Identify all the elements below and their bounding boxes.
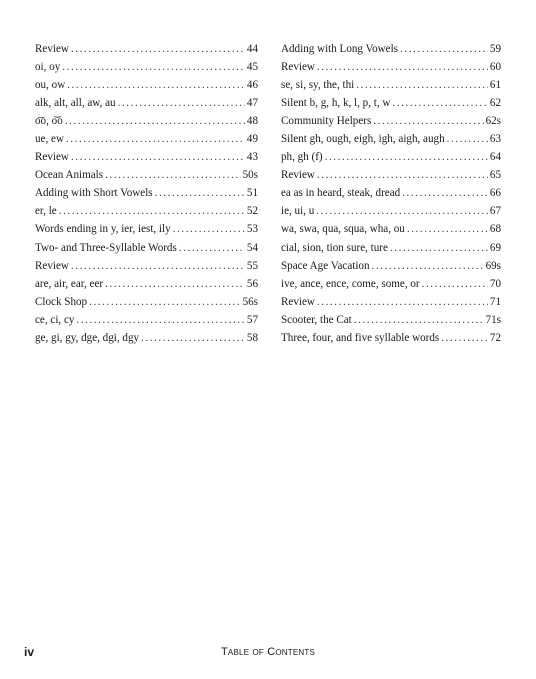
- dot-leader: [62, 58, 245, 76]
- toc-entry-title: Three, four, and five syllable words: [281, 331, 440, 344]
- toc-entry-page: 66: [489, 187, 501, 200]
- toc-entry-title: Silent gh, ough, eigh, igh, aigh, augh: [281, 133, 445, 146]
- toc-entry-page: 62: [489, 97, 501, 110]
- dot-leader: [141, 329, 245, 347]
- toc-entry-title: er, le: [35, 205, 57, 218]
- dot-leader: [71, 257, 245, 275]
- toc-entry: [281, 166, 501, 184]
- toc-entry: [281, 311, 501, 329]
- toc-entry-title: Adding with Long Vowels: [281, 43, 399, 55]
- toc-entry: [35, 58, 258, 76]
- toc-entry-page: 68: [489, 223, 501, 236]
- toc-entry: [35, 94, 258, 112]
- toc-entry-page: 62s: [485, 115, 501, 128]
- toc-entry: [35, 275, 258, 293]
- dot-leader: [317, 58, 488, 76]
- dot-leader: [317, 166, 488, 184]
- toc-entry: [35, 239, 258, 257]
- dot-leader: [373, 112, 483, 130]
- toc-entry-title: ph, gh (f): [281, 151, 323, 164]
- dot-leader: [317, 293, 488, 311]
- toc-entry-title: oi, oy: [35, 61, 61, 74]
- toc-entry-title: Space Age Vacation: [281, 259, 370, 272]
- toc-entry-page: 65: [489, 169, 501, 182]
- dot-leader: [441, 329, 488, 347]
- dot-leader: [402, 184, 488, 202]
- toc-entry-page: 61: [489, 79, 501, 92]
- dot-leader: [179, 239, 245, 257]
- toc-entry: [35, 130, 258, 148]
- toc-entry-title: Review: [35, 259, 69, 272]
- toc-entry-page: 64: [489, 151, 501, 164]
- dot-leader: [59, 202, 245, 220]
- toc-entry-title: Adding with Short Vowels: [35, 187, 153, 200]
- dot-leader: [447, 130, 488, 148]
- toc-entry: [35, 112, 258, 130]
- toc-entry: [35, 293, 258, 311]
- toc-entry: [281, 184, 501, 202]
- toc-entry: [35, 311, 258, 329]
- dot-leader: [422, 275, 488, 293]
- toc-entry-title: o͞o, o͝o: [35, 115, 63, 128]
- dot-leader: [71, 148, 245, 166]
- toc-entry-page: 52: [246, 205, 258, 218]
- toc-entry: [35, 184, 258, 202]
- dot-leader: [66, 130, 245, 148]
- toc-entry-page: 58: [246, 331, 258, 344]
- toc-entry-page: 43: [246, 151, 258, 164]
- toc-entry-title: cial, sion, tion sure, ture: [281, 241, 388, 254]
- toc-entry: [281, 202, 501, 220]
- toc-entry: [35, 202, 258, 220]
- toc-right-column: [281, 40, 501, 347]
- toc-entry-page: 59: [489, 43, 501, 55]
- toc-entry-title: Review: [281, 169, 315, 182]
- toc-entry-page: 54: [246, 241, 258, 254]
- toc-entry: [281, 40, 501, 58]
- dot-leader: [372, 257, 484, 275]
- toc-entry-page: 56s: [242, 295, 258, 308]
- toc-entry-title: Clock Shop: [35, 295, 88, 308]
- toc-entry-page: 53: [246, 223, 258, 236]
- toc-entry-title: are, air, ear, eer: [35, 277, 104, 290]
- dot-leader: [400, 40, 488, 58]
- toc-entry: [35, 76, 258, 94]
- toc-entry-page: 57: [246, 313, 258, 326]
- dot-leader: [316, 202, 488, 220]
- toc-entry-page: 51: [246, 187, 258, 200]
- toc-entry: [281, 94, 501, 112]
- dot-leader: [118, 94, 245, 112]
- toc-entry: [35, 40, 258, 58]
- footer-title: Table of Contents: [221, 646, 315, 658]
- toc-entry-title: Scooter, the Cat: [281, 313, 352, 326]
- toc-entry-title: Review: [35, 43, 69, 55]
- toc-entry: [35, 220, 258, 238]
- toc-entry-page: 72: [489, 331, 501, 344]
- toc-entry-title: Review: [281, 61, 315, 74]
- dot-leader: [89, 293, 240, 311]
- toc-entry: [281, 329, 501, 347]
- toc-entry-title: se, si, sy, the, thi: [281, 79, 355, 92]
- toc-entry-page: 71s: [485, 313, 501, 326]
- dot-leader: [65, 112, 245, 130]
- dot-leader: [390, 239, 488, 257]
- toc-entry-page: 60: [489, 61, 501, 74]
- toc-entry-title: Two- and Three-Syllable Words: [35, 241, 177, 254]
- toc-entry-page: 67: [489, 205, 501, 218]
- toc-entry: [35, 329, 258, 347]
- toc-entry-page: 63: [489, 133, 501, 146]
- toc-entry: [281, 76, 501, 94]
- toc-entry-page: 47: [246, 97, 258, 110]
- toc-entry-title: ive, ance, ence, come, some, or: [281, 277, 420, 290]
- dot-leader: [407, 220, 488, 238]
- toc-entry: [281, 130, 501, 148]
- toc-entry: [35, 148, 258, 166]
- toc-entry-page: 45: [246, 61, 258, 74]
- dot-leader: [67, 76, 245, 94]
- toc-entry: [281, 112, 501, 130]
- toc-entry: [281, 275, 501, 293]
- dot-leader: [76, 311, 244, 329]
- toc-left-column: [35, 40, 258, 347]
- toc-entry: [281, 257, 501, 275]
- toc-entry-title: ge, gi, gy, dge, dgi, dgy: [35, 331, 140, 344]
- dot-leader: [325, 148, 488, 166]
- toc-entry-title: Review: [35, 151, 69, 164]
- toc-entry-title: ce, ci, cy: [35, 313, 75, 326]
- toc-entry: [281, 220, 501, 238]
- toc-entry-page: 71: [489, 295, 501, 308]
- toc-entry-title: ue, ew: [35, 133, 64, 146]
- toc-entry-title: ou, ow: [35, 79, 66, 92]
- toc-entry: [281, 293, 501, 311]
- toc-entry-title: alk, alt, all, aw, au: [35, 97, 116, 110]
- toc-entry-page: 46: [246, 79, 258, 92]
- toc-entry-title: Silent b, g, h, k, l, p, t, w: [281, 97, 391, 110]
- toc-entry-page: 69: [489, 241, 501, 254]
- toc-entry-title: Ocean Animals: [35, 169, 104, 182]
- toc-entry-title: Review: [281, 295, 315, 308]
- toc-entry: [35, 166, 258, 184]
- toc-entry-page: 50s: [242, 169, 258, 182]
- toc-entry: [281, 58, 501, 76]
- toc-entry-page: 49: [246, 133, 258, 146]
- dot-leader: [155, 184, 245, 202]
- toc-entry: [35, 257, 258, 275]
- page-number: iv: [24, 645, 35, 659]
- toc-entry-page: 70: [489, 277, 501, 290]
- dot-leader: [105, 275, 245, 293]
- toc-entry-page: 48: [246, 115, 258, 128]
- toc-entry: [281, 239, 501, 257]
- toc-entry-page: 55: [246, 259, 258, 272]
- dot-leader: [71, 40, 245, 58]
- dot-leader: [392, 94, 488, 112]
- toc-entry-title: Community Helpers: [281, 115, 372, 128]
- toc-entry-title: Words ending in y, ier, iest, ily: [35, 223, 171, 236]
- dot-leader: [105, 166, 240, 184]
- dot-leader: [356, 76, 488, 94]
- toc-entry-title: ea as in heard, steak, dread: [281, 187, 401, 200]
- dot-leader: [354, 311, 484, 329]
- toc-entry-title: ie, ui, u: [281, 205, 315, 218]
- toc-entry: [281, 148, 501, 166]
- toc-entry-title: wa, swa, qua, squa, wha, ou: [281, 223, 405, 236]
- dot-leader: [173, 220, 245, 238]
- toc-entry-page: 56: [246, 277, 258, 290]
- toc-entry-page: 69s: [485, 259, 501, 272]
- toc-entry-page: 44: [246, 43, 258, 55]
